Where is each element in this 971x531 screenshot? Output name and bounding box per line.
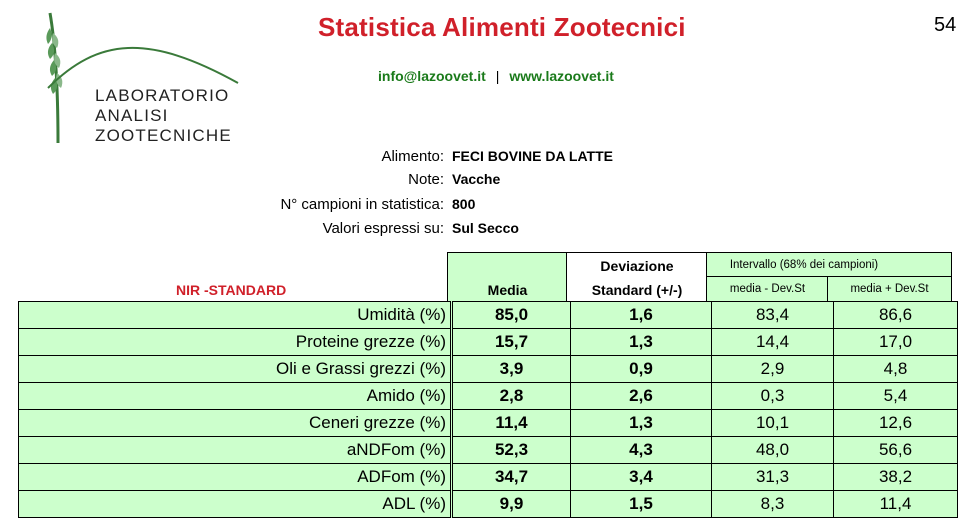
row-low: 14,4	[712, 329, 834, 356]
alimento-label: Alimento:	[381, 148, 444, 165]
table-row	[19, 410, 958, 437]
row-media: 9,9	[452, 491, 571, 518]
alimento-value: FECI BOVINE DA LATTE	[452, 148, 613, 164]
valori-label: Valori espressi su:	[322, 220, 444, 237]
row-media: 34,7	[452, 464, 571, 491]
row-high: 56,6	[834, 437, 958, 464]
contact-separator: |	[495, 68, 500, 84]
row-media: 85,0	[452, 302, 571, 329]
row-media: 52,3	[452, 437, 571, 464]
row-low: 48,0	[712, 437, 834, 464]
row-dev: 1,3	[571, 329, 712, 356]
row-label: Oli e Grassi grezzi (%)	[19, 356, 452, 383]
row-dev: 2,6	[571, 383, 712, 410]
table-row	[19, 302, 958, 329]
row-dev: 0,9	[571, 356, 712, 383]
table-row	[19, 356, 958, 383]
row-low: 2,9	[712, 356, 834, 383]
logo-line-1: LABORATORIO	[95, 86, 230, 105]
row-high: 4,8	[834, 356, 958, 383]
row-label: Ceneri grezze (%)	[19, 410, 452, 437]
campioni-label: N° campioni in statistica:	[280, 196, 444, 213]
row-label: aNDFom (%)	[19, 437, 452, 464]
row-media: 2,8	[452, 383, 571, 410]
row-dev: 4,3	[571, 437, 712, 464]
row-dev: 1,5	[571, 491, 712, 518]
row-dev: 1,6	[571, 302, 712, 329]
website-link[interactable]: www.lazoovet.it	[509, 68, 614, 84]
row-high: 86,6	[834, 302, 958, 329]
row-label: Proteine grezze (%)	[19, 329, 452, 356]
page-title: Statistica Alimenti Zootecnici	[318, 12, 686, 42]
row-dev: 3,4	[571, 464, 712, 491]
col-dev-header-1: Deviazione	[600, 258, 674, 274]
row-label: ADFom (%)	[19, 464, 452, 491]
row-high: 17,0	[834, 329, 958, 356]
table-row	[19, 329, 958, 356]
row-high: 5,4	[834, 383, 958, 410]
method-label: NIR -STANDARD	[176, 282, 287, 298]
note-value: Vacche	[452, 171, 501, 187]
row-low: 83,4	[712, 302, 834, 329]
row-media: 11,4	[452, 410, 571, 437]
col-interval-header: Intervallo (68% dei campioni)	[729, 259, 879, 271]
col-high-header: media + Dev.St	[850, 283, 929, 295]
row-media: 15,7	[452, 329, 571, 356]
row-low: 8,3	[712, 491, 834, 518]
table-row	[19, 491, 958, 518]
statistics-table	[18, 301, 958, 518]
row-high: 12,6	[834, 410, 958, 437]
email-link[interactable]: info@lazoovet.it	[378, 68, 486, 84]
table-row	[19, 464, 958, 491]
row-label: Umidità (%)	[19, 302, 452, 329]
row-high: 11,4	[834, 491, 958, 518]
table-row	[19, 383, 958, 410]
campioni-value: 800	[452, 196, 476, 212]
row-low: 0,3	[712, 383, 834, 410]
logo-line-3: ZOOTECNICHE	[95, 126, 232, 145]
row-high: 38,2	[834, 464, 958, 491]
row-label: ADL (%)	[19, 491, 452, 518]
logo-line-2: ANALISI	[95, 106, 169, 125]
row-media: 3,9	[452, 356, 571, 383]
row-low: 10,1	[712, 410, 834, 437]
note-label: Note:	[408, 171, 444, 188]
table-row	[19, 437, 958, 464]
page-number: 54	[934, 14, 957, 36]
valori-value: Sul Secco	[452, 220, 519, 236]
row-label: Amido (%)	[19, 383, 452, 410]
col-low-header: media - Dev.St	[729, 283, 806, 295]
col-dev-header-2: Standard (+/-)	[591, 282, 683, 298]
row-low: 31,3	[712, 464, 834, 491]
col-media-header: Media	[487, 282, 528, 298]
contact-line	[378, 68, 614, 84]
row-dev: 1,3	[571, 410, 712, 437]
